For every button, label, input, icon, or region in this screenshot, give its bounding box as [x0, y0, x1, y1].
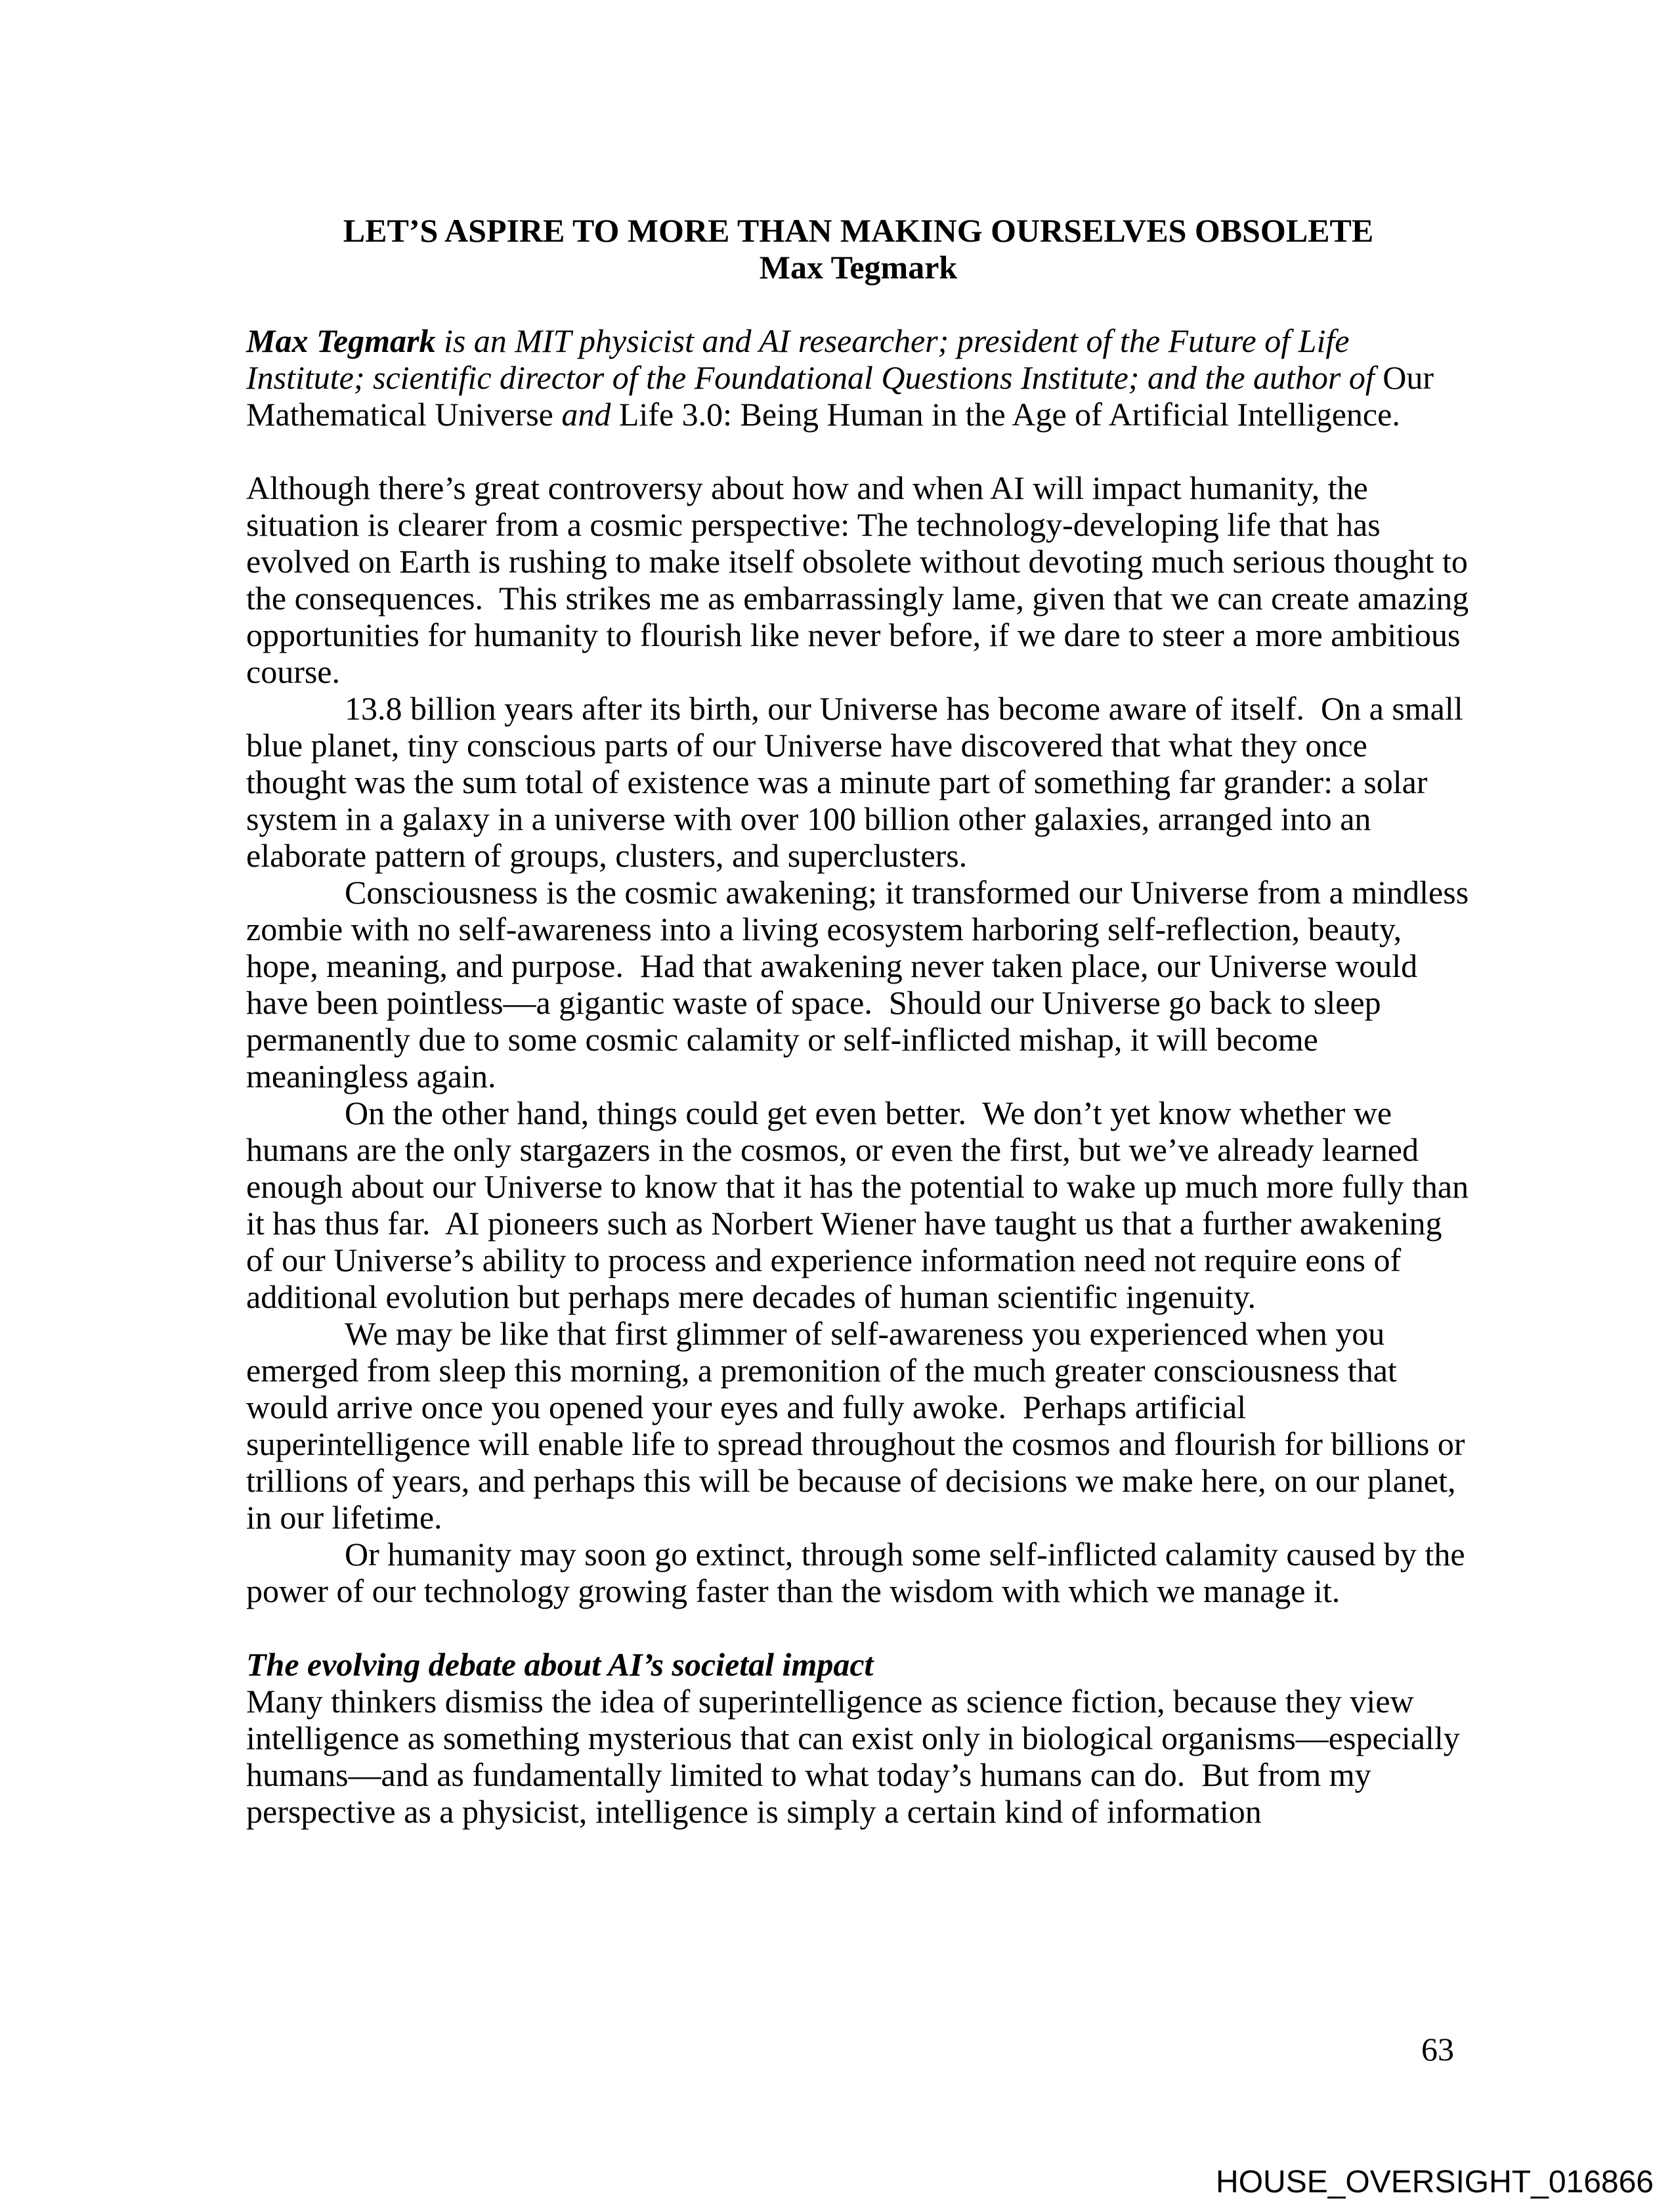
body-paragraph: Many thinkers dismiss the idea of superintelligence as science fiction, because they view intelligence as something mysterious that can exist only in biological organisms—especially humans—and as fundamentally limited to what today’s humans can do. But from my perspective as a physicist, intelligence is simply a certain kind of information: [246, 1683, 1469, 1830]
body-paragraph: 13.8 billion years after its birth, our Universe has become aware of itself. On a small blue planet, tiny conscious parts of our Universe have discovered that what they once thought was the sum total of existence was a minute part of something far grander: a solar system in a galaxy in a universe with over 100 billion other galaxies, arranged into an elaborate pattern of groups, clusters, and superclusters.: [246, 690, 1472, 874]
body-paragraph: On the other hand, things could get even better. We don’t yet know whether we humans are the only stargazers in the cosmos, or even the first, but we’ve already learned enough about our Universe to know that it has the potential to wake up much more fully than it has thus far. AI pioneers such as Norbert Wiener have taught us that a further awakening of our Universe’s ability to process and experience information need not require eons of additional evolution but perhaps mere decades of human scientific ingenuity.: [246, 1095, 1477, 1315]
document-byline: Max Tegmark: [759, 249, 958, 286]
bio-text-segment: and: [553, 396, 619, 433]
section-heading: The evolving debate about AI’s societal impact: [246, 1646, 874, 1683]
body-paragraph: Or humanity may soon go extinct, through some self-inflicted calamity caused by the power of our technology growing faster than the wisdom with which we manage it.: [246, 1536, 1474, 1609]
author-bio-paragraph: [246, 322, 1470, 433]
body-paragraph: Consciousness is the cosmic awakening; it transformed our Universe from a mindless zombie with no self-awareness into a living ecosystem harboring self-reflection, beauty, hope, meaning, and purpose. Had that awakening never taken place, our Universe would have been pointless—a gigantic waste of space. Should our Universe go back to sleep permanently due to some cosmic calamity or self-inflicted mishap, it will become meaningless again.: [246, 874, 1477, 1095]
body-paragraphs-after-heading: [246, 1683, 1470, 1830]
bio-text-segment: Our Mathematical Universe: [246, 359, 1442, 433]
body-paragraph: We may be like that first glimmer of self-awareness you experienced when you emerged from sleep this morning, a premonition of the much greater consciousness that would arrive once you opened your eyes and fully awoke. Perhaps artificial superintelligence will enable life to spread throughout the cosmos and flourish for billions or trillions of years, and perhaps this will be because of decisions we make here, on our planet, in our lifetime.: [246, 1315, 1474, 1536]
document-title: LET’S ASPIRE TO MORE THAN MAKING OURSELVES OBSOLETE: [343, 212, 1374, 249]
page-content: [246, 212, 1477, 1830]
bio-text-segment: Life 3.0: Being Human in the Age of Artificial Intelligence.: [618, 396, 1400, 433]
bio-text-segment: Max Tegmark: [246, 322, 436, 359]
body-paragraphs: [246, 469, 1477, 1609]
page-number: 63: [1421, 2031, 1454, 2068]
bates-stamp: HOUSE_OVERSIGHT_016866: [1216, 2165, 1654, 2200]
bio-text-segment: is an MIT physicist and AI researcher; president of the Future of Life Institute; scientific director of the Foundational Questions Institute; and the author of: [246, 322, 1383, 396]
body-paragraph: Although there’s great controversy about how and when AI will impact humanity, the situation is clearer from a cosmic perspective: The technology-developing life that has evolved on Earth is rushing to make itself obsolete without devoting much serious thought to the consequences. This strikes me as embarrassingly lame, given that we can create amazing opportunities for humanity to flourish like never before, if we dare to steer a more ambitious course.: [246, 469, 1477, 690]
